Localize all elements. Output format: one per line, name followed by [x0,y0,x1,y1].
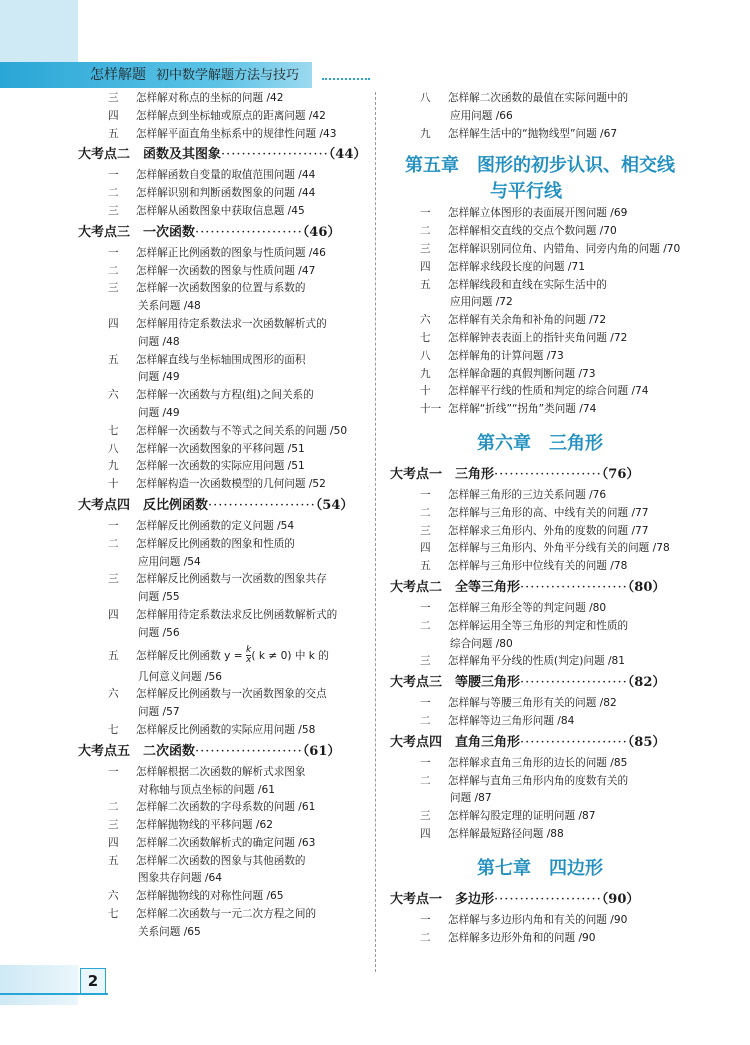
item-index: 二 [420,714,431,727]
chapter-heading: 第五章 图形的初步认识、相交线 [405,155,675,177]
toc-item [78,90,368,108]
leader-dots: ····················· [494,891,602,907]
spacer [390,419,690,431]
item-text: 怎样解线段和直线在实际生活中的 [448,278,607,291]
toc-item [390,277,690,295]
item-index: 三 [420,524,431,537]
item-text: 怎样解抛物线的对称性问题 /65 [136,890,284,903]
header-title [90,64,299,84]
item-index: 二 [108,264,119,277]
leader-dots: ····················· [520,734,628,750]
toc-item [78,722,368,740]
item-text: 怎样解正比例函数的图象与性质问题 /46 [136,246,326,259]
item-text: 怎样解立体图形的表面展开图问题 /69 [448,207,628,220]
item-text: 怎样解一次函数图象的平移问题 /51 [136,442,305,455]
item-index: 六 [108,688,119,701]
item-text: 怎样解构造一次函数模型的几何问题 /52 [136,478,326,491]
item-text: 怎样解角的计算问题 /73 [448,349,564,362]
item-index: 四 [420,260,431,273]
toc-item [78,817,368,835]
toc-item-cont: 应用问题 /66 [450,109,513,122]
toc-item [78,126,368,144]
item-index: 二 [420,619,431,632]
toc-item [78,185,368,203]
toc-item-cont: 对称轴与顶点坐标的问题 /61 [138,783,275,796]
section-page: （82） [627,675,666,691]
toc-item [390,348,690,366]
section-page: （61） [302,743,341,759]
item-index: 五 [108,649,119,662]
item-index: 三 [108,573,119,586]
leader-dots: ····················· [195,743,303,759]
item-index: 七 [108,723,119,736]
section-title: 大考点二 全等三角形 [390,579,521,595]
item-index: 七 [420,331,431,344]
section-heading [390,463,690,487]
item-text: 怎样解有关余角和补角的问题 /72 [448,314,607,327]
toc-item [390,773,690,791]
toc-item-cont: 问题 /48 [138,335,180,348]
fraction-den: x [246,655,252,666]
chapter-heading-cont: 与平行线 [490,181,562,203]
section-heading [390,888,690,912]
item-text: 怎样解根据二次函数的解析式求图象 [136,765,306,778]
toc-item [78,423,368,441]
item-text: 怎样解识别和判断函数图象的问题 /44 [136,187,316,200]
item-index: 九 [108,460,119,473]
toc-item [390,241,690,259]
toc-item [78,108,368,126]
item-index: 四 [108,109,119,122]
section-title: 大考点三 等腰三角形 [390,675,521,691]
toc-item [390,618,690,636]
toc-left-column [78,90,368,942]
toc-item [390,930,690,948]
toc-item [78,607,368,625]
item-index: 十 [420,385,431,398]
toc-item-cont: 问题 /87 [450,792,492,805]
spacer [390,143,690,153]
toc-item [390,223,690,241]
header-dots [322,78,370,80]
item-index: 八 [420,349,431,362]
item-index: 八 [420,92,431,104]
section-heading [390,671,690,695]
item-index: 五 [108,854,119,867]
toc-item [78,387,368,405]
item-text: 怎样解与三角形中位线有关的问题 /78 [448,560,628,573]
item-index: 二 [108,187,119,200]
item-text: 怎样解与等腰三角形有关的问题 /82 [448,697,617,710]
item-text: 怎样解反比例函数与一次函数图象的交点 [136,688,327,701]
item-index: 三 [420,810,431,823]
toc-item [390,126,690,144]
item-text: 怎样解与多边形内角和有关的问题 /90 [448,913,628,926]
page-number: 2 [80,968,106,994]
item-text: 怎样解二次函数解析式的确定问题 /63 [136,836,316,849]
section-heading [78,740,368,764]
toc-item-cont: 问题 /49 [138,406,180,419]
toc-item [390,383,690,401]
item-index: 五 [420,560,431,573]
item-index: 五 [108,127,119,140]
section-title: 大考点五 二次函数 [78,743,196,759]
section-page: （85） [627,734,666,750]
item-index: 八 [108,442,119,455]
toc-item-cont: 几何意义问题 /56 [138,670,222,683]
toc-item [78,888,368,906]
item-index: 一 [420,601,431,614]
leader-dots: ····················· [195,224,303,240]
toc-item [390,259,690,277]
item-text: 怎样解钟表表面上的指针夹角问题 /72 [448,331,628,344]
toc-item-cont: 关系问题 /48 [138,300,201,313]
toc-item [390,312,690,330]
toc-item [390,90,690,108]
item-index: 四 [108,608,119,621]
toc-item-cont: 图象共存问题 /64 [138,872,222,885]
section-title: 大考点三 一次函数 [78,224,196,240]
item-text: 怎样解识别同位角、内错角、同旁内角的问题 /70 [448,242,681,255]
item-text: 怎样解勾股定理的证明问题 /87 [448,810,596,823]
toc-item [78,643,368,669]
item-text: 怎样解一次函数与方程(组)之间关系的 [136,389,314,402]
item-text: 怎样解多边形外角和的问题 /90 [448,931,596,944]
item-index: 一 [420,756,431,769]
section-heading [78,143,368,167]
toc-item [390,401,690,419]
toc-item [78,571,368,589]
item-index: 四 [108,317,119,330]
toc-item [78,352,368,370]
item-index: 一 [420,697,431,710]
section-page: （80） [627,579,666,595]
item-text: 怎样解用待定系数法求反比例函数解析式的 [136,608,338,621]
book-subtitle: 初中数学解题方法与技巧 [156,68,300,83]
item-text: 怎样解反比例函数的实际应用问题 /58 [136,723,316,736]
toc-item [390,695,690,713]
section-heading [78,221,368,245]
toc-right-column [390,90,690,947]
item-text: 怎样解反比例函数的定义问题 /54 [136,519,295,532]
item-text: 怎样解角平分线的性质(判定)问题 /81 [448,655,625,668]
item-text: 怎样解一次函数与不等式之间关系的问题 /50 [136,424,348,437]
item-index: 九 [420,127,431,140]
item-index: 二 [420,931,431,944]
section-title: 大考点一 三角形 [390,466,495,482]
spacer [390,844,690,856]
section-heading [78,494,368,518]
item-index: 三 [420,242,431,255]
item-text: 怎样解运用全等三角形的判定和性质的 [448,619,629,632]
item-index: 三 [108,204,119,217]
section-page: （54） [315,497,354,513]
item-text: 怎样解点到坐标轴或原点的距离问题 /42 [136,109,326,122]
section-title: 大考点四 直角三角形 [390,734,521,750]
item-index: 二 [420,225,431,238]
item-index: 一 [108,246,119,259]
item-index: 九 [420,367,431,380]
leader-dots: ····················· [494,466,602,482]
item-text: 怎样解平面直角坐标系中的规律性问题 /43 [136,127,337,140]
item-text: 怎样解求线段长度的问题 /71 [448,260,585,273]
item-text: 怎样解二次函数的字母系数的问题 /61 [136,801,316,814]
item-text: 怎样解二次函数与一元二次方程之间的 [136,908,317,921]
toc-item [390,505,690,523]
section-heading [390,576,690,600]
item-text: 怎样解三角形的三边关系问题 /76 [448,488,607,501]
section-page: （76） [601,466,640,482]
toc-item [78,280,368,298]
item-index: 六 [108,890,119,903]
item-text: 怎样解抛物线的平移问题 /62 [136,819,273,832]
item-index: 一 [108,169,119,182]
section-heading [390,731,690,755]
toc-item [78,203,368,221]
leader-dots: ····················· [208,497,316,513]
item-text: 怎样解与直角三角形内角的度数有关的 [448,774,629,787]
item-text: 怎样解一次函数的图象与性质问题 /47 [136,264,316,277]
toc-item [390,826,690,844]
item-index: 二 [420,774,431,787]
item-index: 二 [420,506,431,519]
leader-dots: ····················· [520,675,628,691]
toc-item [78,441,368,459]
toc-item-cont: 问题 /55 [138,591,180,604]
toc-item [78,458,368,476]
toc-item [390,487,690,505]
item-text: 怎样解平行线的性质和判定的综合问题 /74 [448,385,649,398]
item-index: 六 [420,314,431,327]
item-text: 怎样解命题的真假判断问题 /73 [448,367,596,380]
toc-item-cont: 应用问题 /54 [138,555,201,568]
toc-item-cont: 关系问题 /65 [138,925,201,938]
item-text-2: ( k ≠ 0) 中 k 的 [251,649,329,662]
item-text: 怎样解求三角形内、外角的度数的问题 /77 [448,524,649,537]
item-text: 怎样解“折线”“拐角”类问题 /74 [448,403,597,416]
item-index: 十一 [420,403,442,416]
item-index: 六 [108,389,119,402]
toc-item [78,518,368,536]
item-index: 二 [108,537,119,550]
toc-item [78,476,368,494]
section-title: 大考点一 多边形 [390,891,495,907]
toc-item [78,263,368,281]
toc-item-cont: 综合问题 /80 [450,637,513,650]
item-text: 怎样解与三角形的高、中线有关的问题 /77 [448,506,649,519]
toc-item [390,653,690,671]
toc-item [78,536,368,554]
section-page: （90） [601,891,640,907]
fraction-num: k [246,645,252,656]
book-title: 怎样解题 [90,67,146,83]
item-text: 怎样解反比例函数与一次函数的图象共存 [136,573,327,586]
item-text: 怎样解反比例函数 y = [136,649,246,662]
section-title: 大考点二 函数及其图象 [78,147,222,163]
item-text: 怎样解直线与坐标轴围成图形的面积 [136,353,306,366]
item-text: 怎样解一次函数图象的位置与系数的 [136,282,306,295]
toc-item [390,808,690,826]
toc-item [390,600,690,618]
toc-item [390,540,690,558]
toc-item [78,764,368,782]
item-index: 三 [108,282,119,295]
item-text: 怎样解最短路径问题 /88 [448,827,564,840]
item-index: 三 [108,819,119,832]
item-index: 七 [108,908,119,921]
item-text: 怎样解等边三角形问题 /84 [448,714,575,727]
item-index: 七 [108,424,119,437]
item-index: 一 [420,488,431,501]
item-text: 怎样解对称点的坐标的问题 /42 [136,92,284,104]
item-text: 怎样解三角形全等的判定问题 /80 [448,601,607,614]
toc-item-cont: 应用问题 /72 [450,296,513,309]
column-divider [375,92,376,972]
item-index: 三 [108,92,119,104]
leader-dots: ····················· [520,579,628,595]
toc-item [78,316,368,334]
toc-item [390,755,690,773]
toc-item [78,906,368,924]
footer-decoration [0,965,78,1005]
toc-item [390,912,690,930]
section-page: （44） [328,147,367,163]
item-index: 四 [420,542,431,555]
item-text: 怎样解从函数图象中获取信息题 /45 [136,204,305,217]
toc-item [78,245,368,263]
toc-item [390,523,690,541]
section-title: 大考点四 反比例函数 [78,497,209,513]
toc-item [78,799,368,817]
item-text: 怎样解二次函数的图象与其他函数的 [136,854,306,867]
item-text: 怎样解反比例函数的图象和性质的 [136,537,295,550]
toc-item [78,167,368,185]
toc-item [390,558,690,576]
item-index: 五 [108,353,119,366]
toc-item-cont: 问题 /57 [138,706,180,719]
item-index: 一 [420,913,431,926]
toc-item-cont: 问题 /56 [138,626,180,639]
item-text: 怎样解函数自变量的取值范围问题 /44 [136,169,316,182]
toc-item [390,330,690,348]
section-page: （46） [302,224,341,240]
item-index: 一 [420,207,431,220]
toc-item [390,713,690,731]
leader-dots: ····················· [221,147,329,163]
toc-item-cont: 问题 /49 [138,371,180,384]
toc-item [390,366,690,384]
item-index: 四 [108,836,119,849]
item-index: 一 [108,519,119,532]
item-index: 一 [108,765,119,778]
toc-item [78,853,368,871]
item-text: 怎样解用待定系数法求一次函数解析式的 [136,317,327,330]
item-text: 怎样解求直角三角形的边长的问题 /85 [448,756,628,769]
item-index: 二 [108,801,119,814]
chapter-heading: 第六章 三角形 [477,432,603,454]
chapter-heading: 第七章 四边形 [477,857,603,879]
item-text: 怎样解生活中的“抛物线型”问题 /67 [448,127,618,140]
item-text: 怎样解一次函数的实际应用问题 /51 [136,460,305,473]
item-index: 五 [420,278,431,291]
item-index: 四 [420,827,431,840]
item-text: 怎样解相交直线的交点个数问题 /70 [448,225,617,238]
toc-item [78,686,368,704]
toc-item [390,205,690,223]
item-text: 怎样解二次函数的最值在实际问题中的 [448,92,629,104]
toc-item [78,835,368,853]
item-index: 十 [108,478,119,491]
item-text: 怎样解与三角形内、外角平分线有关的问题 /78 [448,542,670,555]
item-index: 三 [420,655,431,668]
